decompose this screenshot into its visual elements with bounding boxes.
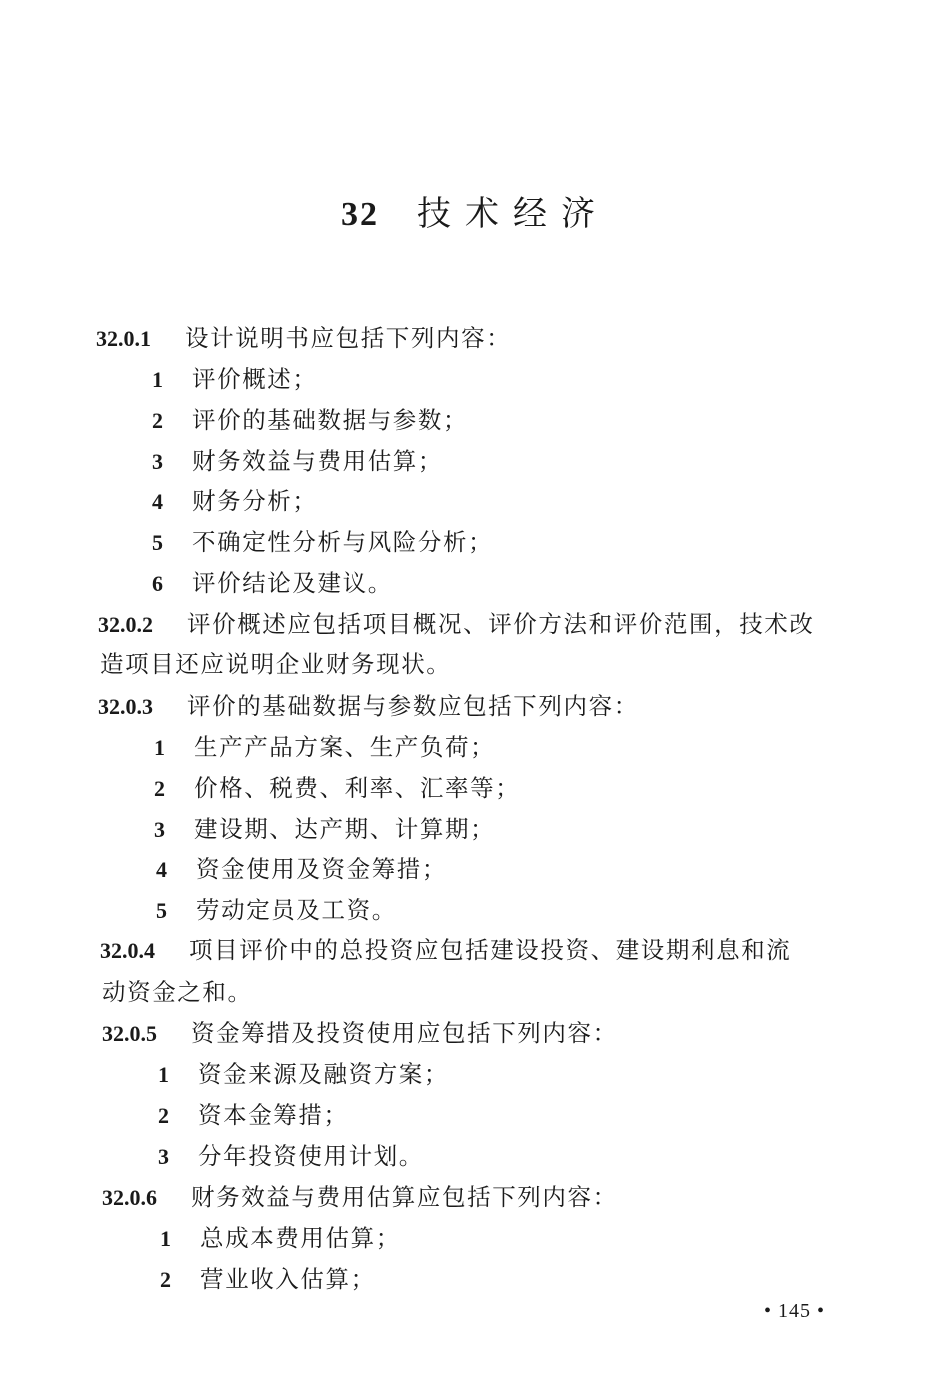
line-text: 资金筹措及投资使用应包括下列内容： [191,1019,618,1047]
clause-line [98,606,815,642]
chapter-name: 技术经济 [417,194,609,234]
item-number: 4 [152,489,163,514]
list-item [152,483,318,519]
item-number: 2 [158,1103,169,1128]
line-text: 评价的基础数据与参数应包括下列内容： [187,692,639,720]
list-item [158,1138,424,1174]
list-item [156,851,447,887]
line-text: 项目评价中的总投资应包括建设投资、建设期利息和流 [189,936,792,964]
page-number: • 145 • [764,1300,826,1322]
line-text: 动资金之和。 [102,978,253,1006]
clause-line [96,320,511,356]
list-item [158,1097,349,1133]
list-item [154,729,495,765]
item-number: 1 [154,735,165,760]
line-text: 劳动定员及工资。 [196,896,397,924]
list-item [152,565,393,601]
list-item [160,1261,376,1297]
list-item [154,811,495,847]
clause-number: 32.0.3 [98,694,153,719]
clause-line [100,932,791,968]
list-item [154,770,520,806]
line-text: 财务分析； [192,487,318,515]
list-item [158,1056,449,1092]
line-text: 生产产品方案、生产负荷； [194,733,496,761]
clause-line [102,1179,618,1215]
line-text: 评价结论及建议。 [192,569,393,597]
chapter-title [0,192,950,237]
item-number: 1 [152,367,163,392]
clause-number: 32.0.2 [98,612,153,637]
list-item [156,892,397,928]
line-text: 评价概述； [192,365,318,393]
item-number: 2 [160,1267,171,1292]
continuation-line [100,646,451,682]
line-text: 营业收入估算； [200,1265,376,1293]
list-item [152,524,493,560]
line-text: 资金使用及资金筹措； [196,855,447,883]
item-number: 1 [160,1226,171,1251]
line-text: 财务效益与费用估算； [192,447,443,475]
chapter-number: 32 [341,196,379,233]
list-item [152,443,443,479]
clause-line [102,1015,618,1051]
line-text: 评价概述应包括项目概况、评价方法和评价范围，技术改 [187,610,815,638]
line-text: 财务效益与费用估算应包括下列内容： [191,1183,618,1211]
line-text: 总成本费用估算； [200,1224,401,1252]
list-item [152,402,468,438]
item-number: 3 [154,817,165,842]
clause-number: 32.0.1 [96,326,151,351]
line-text: 建设期、达产期、计算期； [194,815,496,843]
line-text: 评价的基础数据与参数； [192,406,469,434]
list-item [152,361,318,397]
item-number: 5 [156,898,167,923]
clause-number: 32.0.4 [100,938,155,963]
line-text: 价格、税费、利率、汇率等； [194,774,521,802]
line-text: 资金来源及融资方案； [198,1060,449,1088]
item-number: 2 [154,776,165,801]
line-text: 设计说明书应包括下列内容： [185,324,512,352]
item-number: 3 [158,1144,169,1169]
item-number: 2 [152,408,163,433]
item-number: 1 [158,1062,169,1087]
line-text: 资本金筹措； [198,1101,349,1129]
item-number: 5 [152,530,163,555]
list-item [160,1220,401,1256]
clause-number: 32.0.5 [102,1021,157,1046]
line-text: 造项目还应说明企业财务现状。 [100,650,452,678]
clause-line [98,688,639,724]
line-text: 不确定性分析与风险分析； [192,528,494,556]
item-number: 3 [152,449,163,474]
item-number: 6 [152,571,163,596]
line-text: 分年投资使用计划。 [198,1142,424,1170]
clause-number: 32.0.6 [102,1185,157,1210]
continuation-line [102,974,253,1010]
item-number: 4 [156,857,167,882]
